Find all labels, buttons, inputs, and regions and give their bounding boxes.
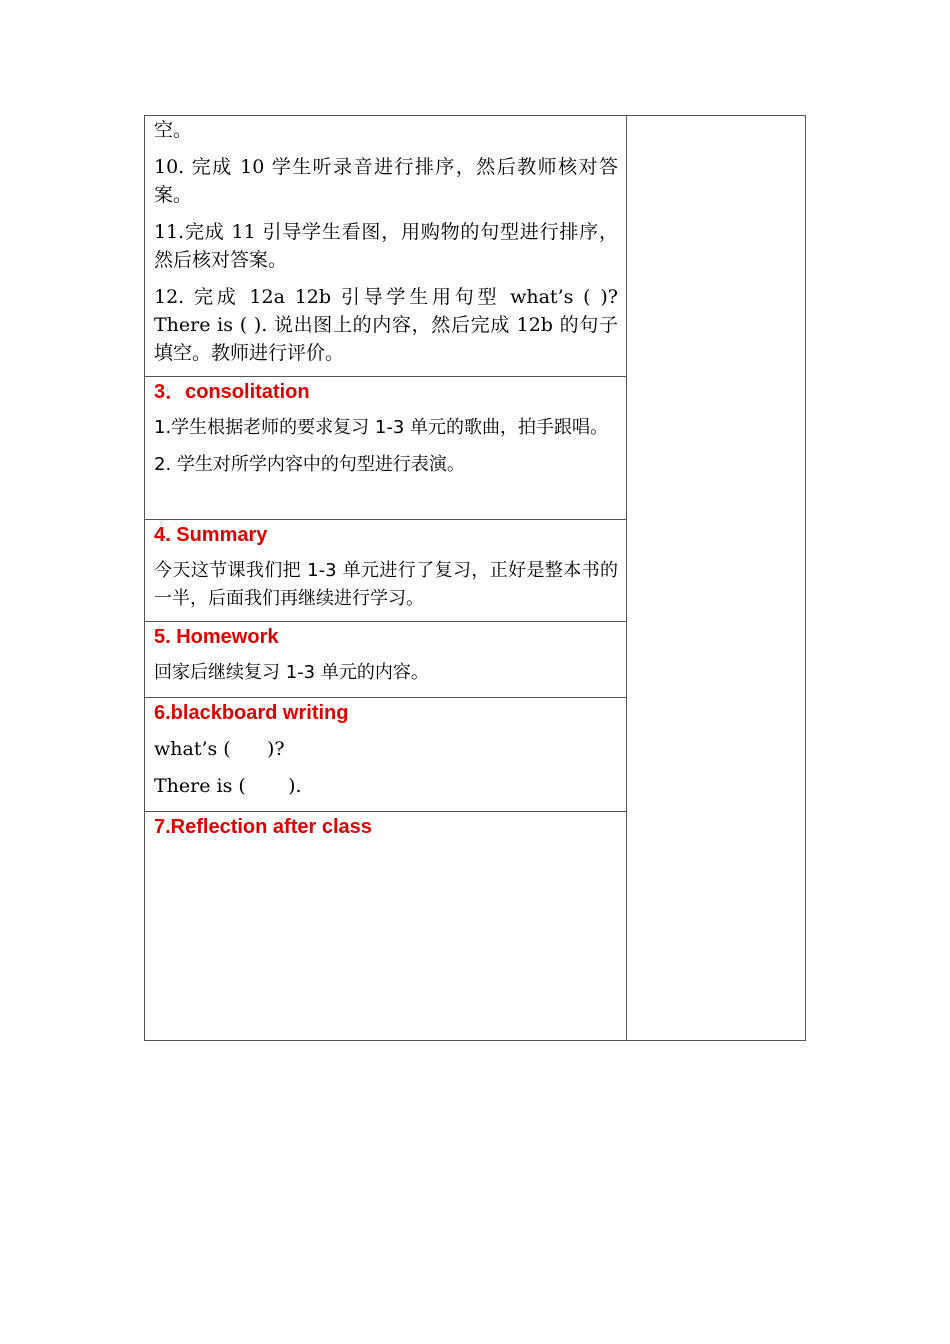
practice-line-0: 空。	[154, 119, 193, 141]
summary-text: 今天这节课我们把 1-3 单元进行了复习，正好是整本书的一半，后面我们再继续进行学习。	[154, 560, 618, 609]
lesson-plan-table	[144, 115, 806, 1041]
homework-heading: 5. Homework	[154, 626, 279, 648]
blackboard-line-0: what’s ( )?	[154, 738, 285, 760]
consolidation-line-0: 1.学生根据老师的要求复习 1-3 单元的歌曲，拍手跟唱。	[154, 417, 609, 438]
reflection-section	[145, 812, 626, 1040]
blackboard-line-1: There is ( ).	[154, 775, 302, 797]
summary-heading: 4. Summary	[154, 524, 268, 546]
homework-section	[145, 622, 626, 698]
blackboard-heading: 6.blackboard writing	[154, 702, 349, 724]
summary-section	[145, 520, 626, 622]
practice-line-2: 11.完成 11 引导学生看图，用购物的句型进行排序，然后核对答案。	[154, 221, 618, 271]
practice-line-3: 12. 完成 12a 12b 引导学生用句型 what’s ( )? There is ( ). 说出图上的内容，然后完成 12b 的句子填空。教师进行评价。	[154, 286, 618, 364]
consolidation-line-1: 2. 学生对所学内容中的句型进行表演。	[154, 454, 465, 475]
practice-section	[145, 116, 626, 377]
blackboard-section	[145, 698, 626, 812]
lesson-content-column	[145, 116, 627, 1040]
notes-column	[627, 116, 805, 1040]
consolidation-heading: 3．consolitation	[154, 381, 310, 403]
practice-line-1: 10. 完成 10 学生听录音进行排序，然后教师核对答案。	[154, 156, 618, 206]
consolidation-section	[145, 377, 626, 520]
homework-text: 回家后继续复习 1-3 单元的内容。	[154, 662, 429, 683]
reflection-heading: 7.Reflection after class	[154, 816, 372, 838]
